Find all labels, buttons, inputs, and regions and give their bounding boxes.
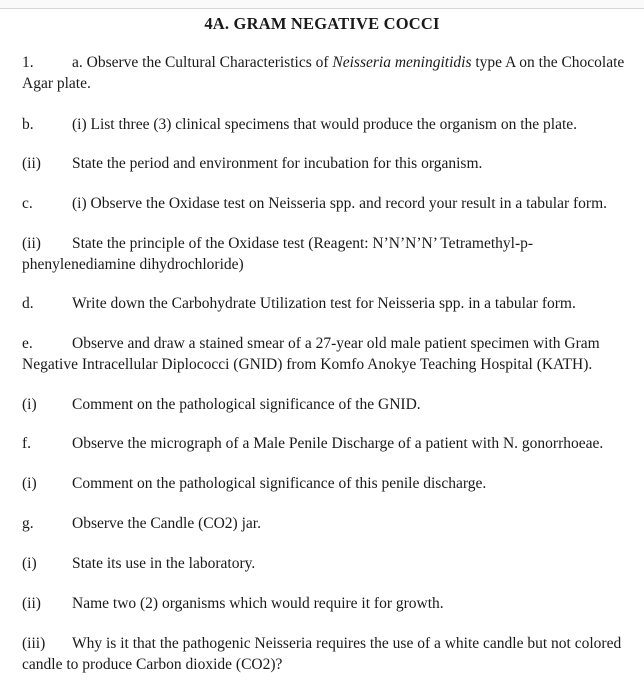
question-f-i-text: Comment on the pathological significance of this penile discharge. (72, 475, 487, 492)
question-c-ii-text: State the principle of the Oxidase test (Reagent: N’N’N’N’ Tetramethyl-p- (72, 235, 534, 252)
question-1-continuation: Agar plate. (22, 75, 91, 92)
question-b-ii (22, 153, 644, 174)
question-e (22, 333, 644, 375)
question-c (22, 193, 644, 214)
question-g-ii (22, 593, 644, 614)
question-g-iii-label: (iii) (22, 635, 46, 652)
question-1-number: 1. (22, 54, 34, 71)
question-b-text: (i) List three (3) clinical specimens that would produce the organism on the plate. (72, 116, 578, 133)
question-b-label: b. (22, 116, 34, 133)
question-c-ii-continuation: phenylenediamine dihydrochloride) (22, 256, 244, 273)
question-e-i-label: (i) (22, 396, 37, 413)
question-g-ii-label: (ii) (22, 595, 41, 612)
question-g-i (22, 553, 644, 574)
organism-name: Neisseria meningitidis (332, 54, 472, 71)
question-g-text: Observe the Candle (CO2) jar. (72, 515, 261, 532)
question-f-label: f. (22, 435, 32, 452)
question-d-label: d. (22, 295, 34, 312)
question-f-i-label: (i) (22, 475, 37, 492)
question-e-i-text: Comment on the pathological significance of the GNID. (72, 396, 421, 413)
question-g-label: g. (22, 515, 34, 532)
question-e-i (22, 394, 644, 415)
question-1-text-a: a. Observe the Cultural Characteristics of (72, 54, 333, 71)
page-title: 4A. GRAM NEGATIVE COCCI (204, 14, 440, 33)
question-g-iii-continuation: candle to produce Carbon dioxide (CO2)? (22, 656, 283, 673)
question-f-text: Observe the micrograph of a Male Penile Discharge of a patient with N. gonorrhoeae. (72, 435, 604, 452)
question-c-text: (i) Observe the Oxidase test on Neisseria spp. and record your result in a tabular form. (72, 195, 608, 212)
question-d (22, 293, 644, 314)
question-d-text: Write down the Carbohydrate Utilization test for Neisseria spp. in a tabular form. (72, 295, 576, 312)
top-edge (0, 0, 644, 9)
question-b-ii-text: State the period and environment for incubation for this organism. (72, 155, 483, 172)
question-1 (22, 52, 644, 94)
question-e-text: Observe and draw a stained smear of a 27-year old male patient specimen with Gram (72, 335, 600, 352)
question-f-i (22, 473, 644, 494)
question-1-text-b: type A on the Chocolate (471, 54, 625, 71)
question-g (22, 513, 644, 534)
question-g-iii-text: Why is it that the pathogenic Neisseria requires the use of a white candle but not colored (72, 635, 622, 652)
question-e-label: e. (22, 335, 33, 352)
question-c-ii (22, 233, 644, 275)
question-g-i-label: (i) (22, 555, 37, 572)
question-c-label: c. (22, 195, 33, 212)
question-g-ii-text: Name two (2) organisms which would require it for growth. (72, 595, 444, 612)
question-c-ii-label: (ii) (22, 235, 41, 252)
question-g-i-text: State its use in the laboratory. (72, 555, 256, 572)
question-e-continuation: Negative Intracellular Diplococci (GNID) from Komfo Anokye Teaching Hospital (KATH). (22, 356, 593, 373)
question-b (22, 114, 644, 135)
question-f (22, 433, 644, 454)
question-g-iii (22, 633, 644, 675)
question-b-ii-label: (ii) (22, 155, 41, 172)
